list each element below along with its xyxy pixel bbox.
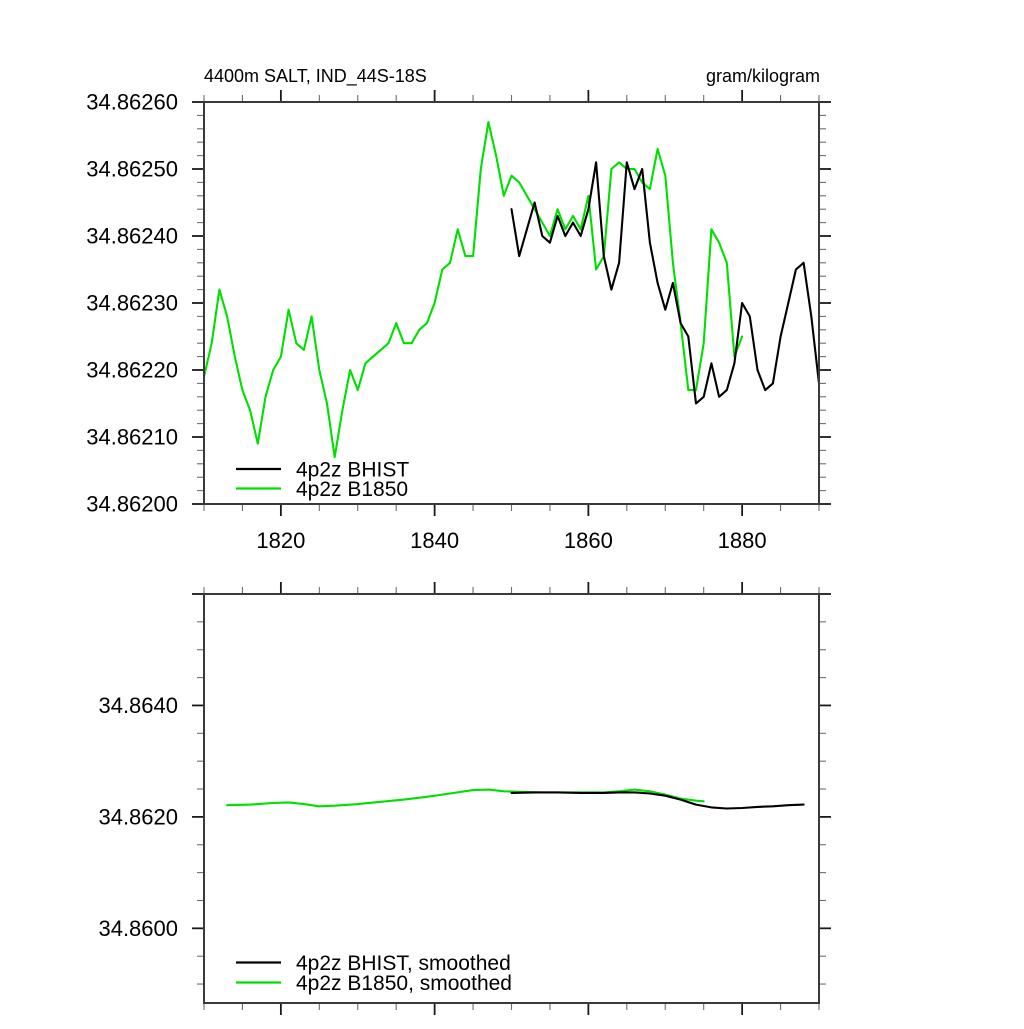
y-tick-label: 34.86260 xyxy=(86,89,178,115)
top-chart-units-label: gram/kilogram xyxy=(705,66,820,86)
legend-label-b1850-smoothed: 4p2z B1850, smoothed xyxy=(296,972,512,995)
bottom-plot-legend xyxy=(236,952,512,995)
y-tick-label: 34.86210 xyxy=(86,424,178,450)
x-tick-label: 1820 xyxy=(256,528,306,553)
bottom-plot-frame xyxy=(204,594,819,1003)
top-plot-frame xyxy=(204,102,819,504)
y-tick-label: 34.86230 xyxy=(86,290,178,316)
4p2z-bhist-line xyxy=(512,162,820,403)
bottom-plot-series xyxy=(227,790,804,809)
top-chart-title: 4400m SALT, IND_44S-18S xyxy=(204,66,427,86)
legend-label-bhist: 4p2z BHIST xyxy=(296,458,410,482)
y-tick-label: 34.8600 xyxy=(98,915,178,941)
y-tick-label: 34.86250 xyxy=(86,156,178,182)
top-plot-series xyxy=(204,122,819,457)
y-tick-label: 34.8640 xyxy=(98,692,178,718)
x-tick-label: 1860 xyxy=(563,528,613,553)
x-tick-label: 1880 xyxy=(717,528,767,553)
y-tick-label: 34.86220 xyxy=(86,357,178,383)
bottom-plot-ticks xyxy=(98,582,831,1015)
y-tick-label: 34.8620 xyxy=(98,804,178,830)
y-tick-label: 34.86200 xyxy=(86,491,178,517)
legend-label-b1850: 4p2z B1850 xyxy=(296,478,409,501)
bottom-plot xyxy=(98,582,831,1015)
top-plot-legend xyxy=(236,459,409,502)
x-tick-label: 1840 xyxy=(410,528,460,553)
4p2z-b1850-line xyxy=(204,122,742,457)
4p2z-bhist-smoothed-line xyxy=(512,792,804,808)
y-tick-label: 34.86240 xyxy=(86,223,178,249)
legend-label-bhist-smoothed: 4p2z BHIST, smoothed xyxy=(296,952,511,975)
top-plot-ticks xyxy=(86,90,831,554)
top-plot xyxy=(86,66,831,553)
